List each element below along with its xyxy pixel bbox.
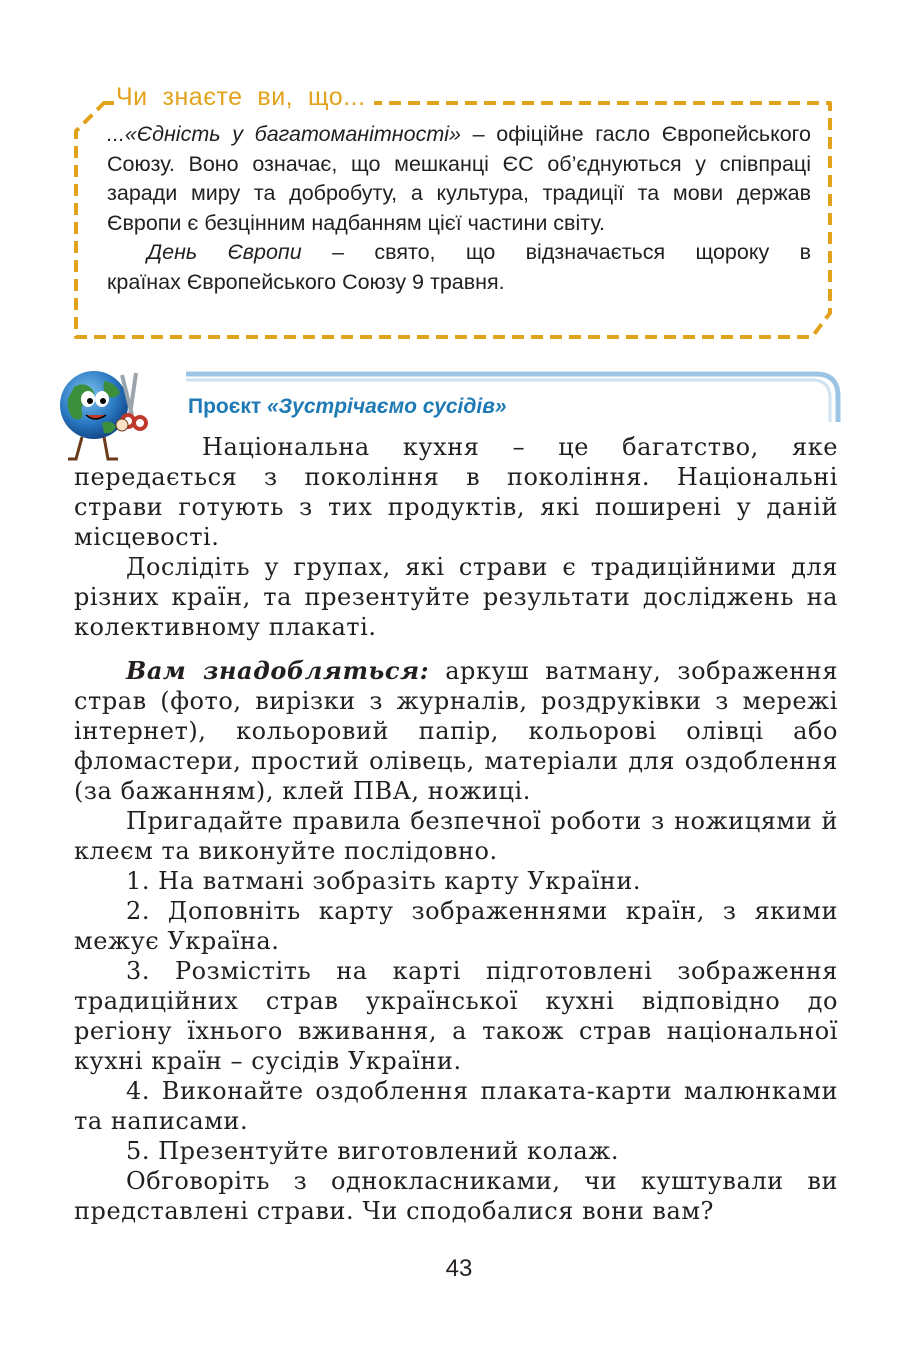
main-text bbox=[74, 432, 838, 1226]
paragraph-national-cuisine: Національна кухня – це багатство, яке передається з покоління в покоління. Національні страви готують з тих продуктів, які поширені у даній місцевості. bbox=[74, 433, 838, 551]
paragraph-discussion: Обговоріть з однокласниками, чи куштували ви представлені страви. Чи сподобалися вони вам? bbox=[74, 1167, 838, 1225]
project-title: Проєкт «Зустрічаємо сусідів» bbox=[188, 395, 507, 418]
step-1: 1. На ватмані зобразіть карту України. bbox=[126, 867, 642, 895]
info-paragraph-motto: ...«Єдність у багатоманітності» – офіційне гасло Європейського Союзу. Воно означає, що мешканці ЄС об’єднуються у співпраці заради миру та добробуту, а культура, традиції та мови держав Європи є безцінним надбанням цієї частини світу. bbox=[107, 122, 812, 235]
page-number: 43 bbox=[445, 1255, 473, 1282]
step-4: 4. Виконайте оздоблення плаката-карти малюнками та написами. bbox=[74, 1077, 838, 1135]
info-paragraph-europe-day: День Європи – свято, що відзначається щороку в bbox=[147, 240, 812, 264]
info-paragraph-europe-day-end: країнах Європейського Союзу 9 травня. bbox=[107, 269, 505, 294]
paragraph-safety: Пригадайте правила безпечної роботи з ножицями й клеєм та виконуйте послідовно. bbox=[74, 807, 838, 865]
did-you-know-box bbox=[74, 83, 836, 339]
info-box-title: Чи знаєте ви, що... bbox=[114, 83, 374, 112]
paragraph-research-task: Дослідіть у групах, які страви є традиційними для різних країн, та презентуйте результати досліджень на колективному плакаті. bbox=[74, 553, 838, 641]
info-box-text bbox=[107, 120, 811, 297]
step-3: 3. Розмістіть на карті підготовлені зображення традиційних страв української кухні відповідно до регіону їхнього вживання, а також страв національної кухні країн – сусідів України. bbox=[74, 957, 838, 1075]
step-5: 5. Презентуйте виготовлений колаж. bbox=[126, 1137, 620, 1165]
step-2: 2. Доповніть карту зображеннями країн, з якими межує Україна. bbox=[74, 897, 838, 955]
paragraph-materials: Вам знадобляться: аркуш ватману, зображення страв (фото, вирізки з журналів, роздруківки з мережі інтернет), кольоровий папір, кольорові олівці або фломастери, простий олівець, матеріали для оздоблення (за бажанням), клей ПВА, ножиці. bbox=[74, 656, 839, 805]
